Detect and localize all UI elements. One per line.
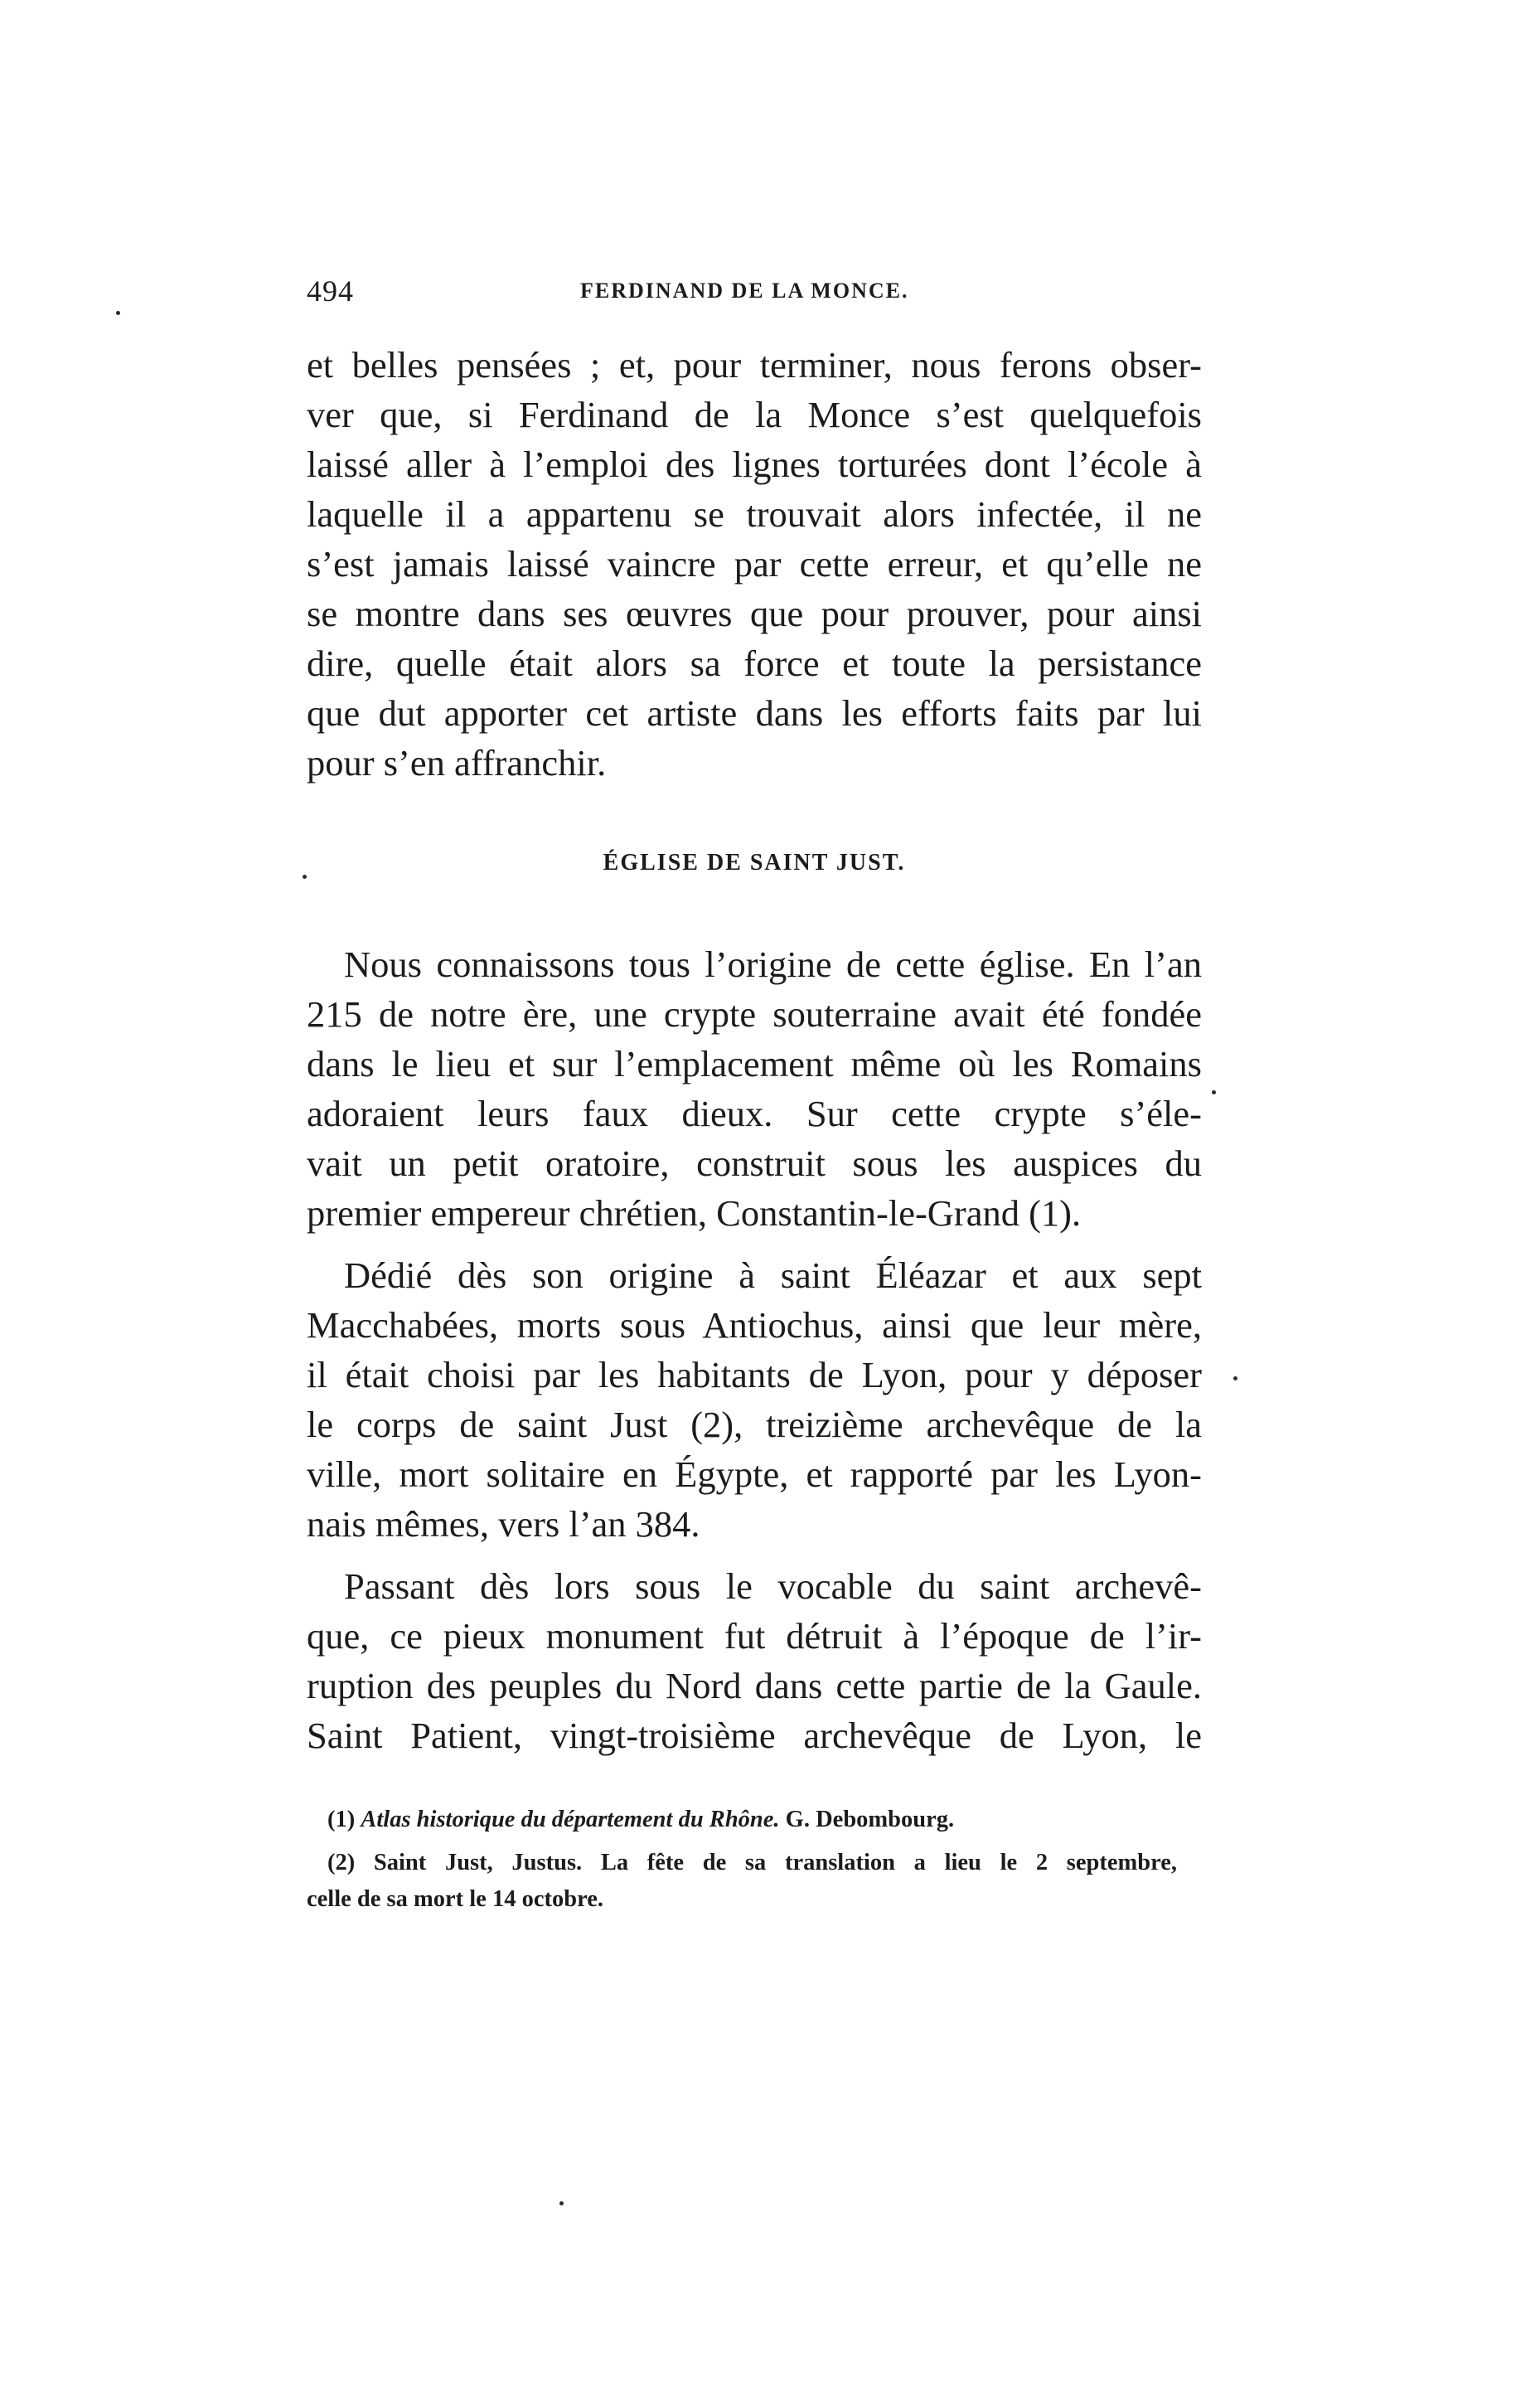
- body-line: adoraient leurs faux dieux. Sur cette crypte s’éle-: [307, 1093, 1202, 1134]
- footnote-source-title: Atlas historique du département du Rhône.: [361, 1807, 780, 1832]
- body-line: vait un petit oratoire, construit sous les auspices du: [307, 1143, 1202, 1184]
- body-line: que dut apporter cet artiste dans les efforts faits par lui: [307, 692, 1202, 734]
- scan-speck: [1212, 1090, 1216, 1094]
- body-line: 215 de notre ère, une crypte souterraine avait été fondée: [307, 993, 1202, 1035]
- body-line: se montre dans ses œuvres que pour prouver, pour ainsi: [307, 593, 1202, 634]
- footnote-2: (2) Saint Just, Justus. La fête de sa translation a lieu le 2 septembre,: [327, 1850, 1177, 1875]
- body-line: dire, quelle était alors sa force et toute la persistance: [307, 643, 1202, 684]
- body-line: ver que, si Ferdinand de la Monce s’est quelquefois: [307, 394, 1202, 435]
- body-line: il était choisi par les habitants de Lyon, pour y déposer: [307, 1354, 1202, 1395]
- page-header: [307, 274, 961, 323]
- body-line: et belles pensées ; et, pour terminer, nous ferons obser-: [307, 344, 1202, 386]
- scan-speck: [116, 311, 120, 315]
- body-line: Dédié dès son origine à saint Éléazar et aux sept: [344, 1254, 1202, 1296]
- footnote-2-continuation: celle de sa mort le 14 octobre.: [307, 1886, 603, 1912]
- body-line: ruption des peuples du Nord dans cette partie de la Gaule.: [307, 1665, 1202, 1706]
- body-line: laquelle il a appartenu se trouvait alors infectée, il ne: [307, 493, 1202, 535]
- section-heading: ÉGLISE DE SAINT JUST.: [603, 850, 906, 876]
- scan-speck: [559, 2201, 564, 2205]
- body-line: dans le lieu et sur l’emplacement même où les Romains: [307, 1043, 1202, 1084]
- body-line: premier empereur chrétien, Constantin-le-Grand (1).: [307, 1192, 1082, 1234]
- scan-speck: [303, 875, 307, 879]
- body-line: Saint Patient, vingt-troisième archevêque de Lyon, le: [307, 1715, 1202, 1756]
- body-line: ville, mort solitaire en Égypte, et rapporté par les Lyon-: [307, 1453, 1202, 1495]
- body-line: pour s’en affranchir.: [307, 742, 607, 784]
- body-line: que, ce pieux monument fut détruit à l’époque de l’ir-: [307, 1615, 1202, 1657]
- page-number: 494: [307, 274, 354, 308]
- footnote-marker: (1): [327, 1807, 356, 1832]
- body-line: Macchabées, morts sous Antiochus, ainsi que leur mère,: [307, 1304, 1202, 1346]
- footnote-1: [327, 1803, 1177, 1836]
- body-line: Nous connaissons tous l’origine de cette église. En l’an: [344, 944, 1202, 985]
- footnote-author: G. Debombourg.: [785, 1807, 955, 1832]
- body-line: le corps de saint Just (2), treizième archevêque de la: [307, 1404, 1202, 1445]
- running-title: FERDINAND DE LA MONCE.: [580, 279, 909, 303]
- scan-speck: [1233, 1376, 1237, 1380]
- body-line: s’est jamais laissé vaincre par cette erreur, et qu’elle ne: [307, 543, 1202, 585]
- body-line: Passant dès lors sous le vocable du saint archevê-: [344, 1565, 1202, 1607]
- body-line: nais mêmes, vers l’an 384.: [307, 1503, 700, 1545]
- body-line: laissé aller à l’emploi des lignes torturées dont l’école à: [307, 444, 1202, 485]
